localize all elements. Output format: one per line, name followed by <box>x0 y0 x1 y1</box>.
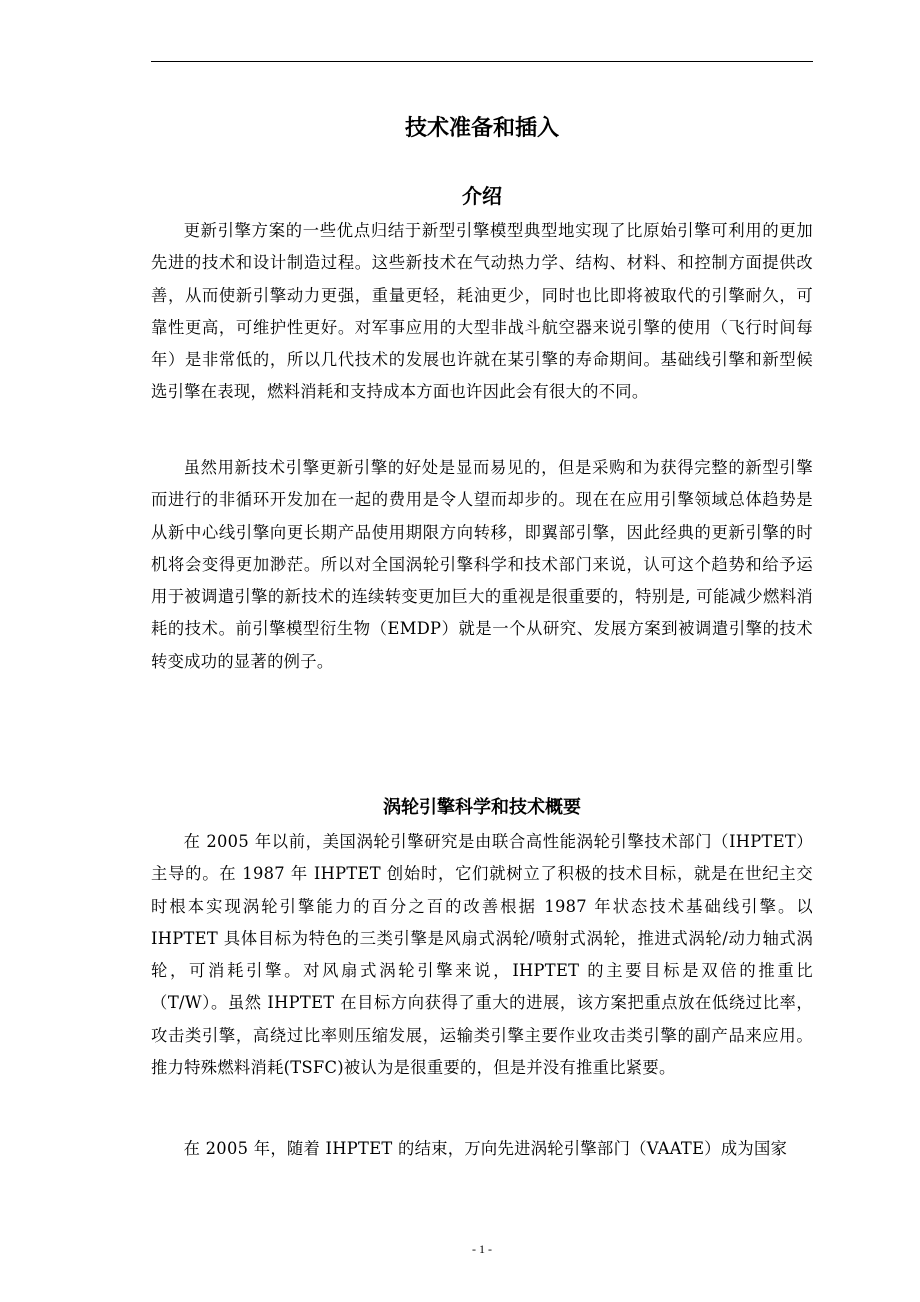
paragraph-intro-1: 更新引擎方案的一些优点归结于新型引擎模型典型地实现了比原始引擎可利用的更加先进的技术和设计制造过程。这些新技术在气动热力学、结构、材料、和控制方面提供改善，从而使新引擎动力更强，重量更轻，耗油更少，同时也比即将被取代的引擎耐久，可靠性更高，可维护性更好。对军事应用的大型非战斗航空器来说引擎的使用（飞行时间每年）是非常低的，所以几代技术的发展也许就在某引擎的寿命期间。基础线引擎和新型候选引擎在表现，燃料消耗和支持成本方面也许因此会有很大的不同。 <box>151 221 813 402</box>
paragraph-overview-2: 在 2005 年，随着 IHPTET 的结束，万向先进涡轮引擎部门（VAATE）成为国家 <box>183 1139 788 1158</box>
paragraph-overview-1: 在 2005 年以前，美国涡轮引擎研究是由联合高性能涡轮引擎技术部门（IHPTET）主导的。在 1987 年 IHPTET 创始时，它们就树立了积极的技术目标，就是在世纪主交时根本实现涡轮引擎能力的百分之百的改善根据 1987 年状态技术基础线引擎。以 IHPTET 具体目标为特色的三类引擎是风扇式涡轮/喷射式涡轮，推进式涡轮/动力轴式涡轮，可消耗引擎。对风扇式涡轮引擎来说，IHPTET 的主要目标是双倍的推重比（T/W）。虽然 IHPTET 在目标方向获得了重大的进展，该方案把重点放在低绕过比率，攻击类引擎，高绕过比率则压缩发展，运输类引擎主要作业攻击类引擎的副产品来应用。推力特殊燃料消耗(TSFC)被认为是很重要的，但是并没有推重比紧要。 <box>151 832 813 1078</box>
paragraph-intro-2: 虽然用新技术引擎更新引擎的好处是显而易见的，但是采购和为获得完整的新型引擎而进行的非循环开发加在一起的费用是令人望而却步的。现在在应用引擎领域总体趋势是从新中心线引擎向更长期产品使用期限方向转移，即翼部引擎，因此经典的更新引擎的时机将会变得更加渺茫。所以对全国涡轮引擎科学和技术部门来说，认可这个趋势和给予运用于被调遣引擎的新技术的连续转变更加巨大的重视是很重要的，特别是, 可能减少燃料消耗的技术。前引擎模型衍生物（EMDP）就是一个从研究、发展方案到被调遣引擎的技术转变成功的显著的例子。 <box>151 458 813 671</box>
page-number: - 1 - <box>472 1242 492 1256</box>
document-title: 技术准备和插入 <box>404 116 559 141</box>
header-rule <box>151 61 813 62</box>
section-heading-overview: 涡轮引擎科学和技术概要 <box>383 797 581 818</box>
section-heading-introduction: 介绍 <box>462 184 502 208</box>
